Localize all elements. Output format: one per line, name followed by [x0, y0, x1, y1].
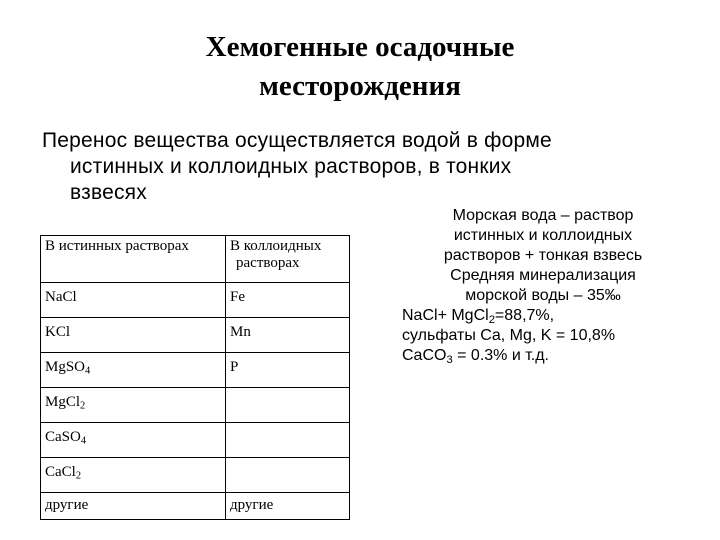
cell-subscript: 2 — [75, 470, 82, 482]
table-cell-colloidal: P — [226, 353, 350, 388]
note-line-2: истинных и коллоидных — [453, 227, 633, 244]
table-cell-colloidal: Mn — [226, 318, 350, 353]
header-colloidal-line-1: В коллоидных — [230, 238, 322, 254]
table-row — [41, 423, 350, 458]
cell-text: CaSO — [45, 429, 81, 445]
header-true-solutions: В истинных растворах — [41, 236, 226, 283]
note-line-4: Средняя минерализация — [450, 267, 636, 284]
cell-subscript: 2 — [80, 400, 86, 412]
intro-line-2: истинных и коллоидных растворов, в тонких — [70, 155, 512, 178]
table-row — [41, 388, 350, 423]
note-line-3: растворов + тонкая взвесь — [443, 247, 643, 264]
cell-subscript: 4 — [80, 435, 87, 447]
note-line-8 — [378, 346, 708, 366]
note-line-8-text: CaCO — [402, 347, 447, 364]
table-cell-colloidal — [226, 458, 350, 493]
intro-line-3: взвесях — [70, 181, 147, 204]
table-cell-true — [41, 283, 226, 318]
title-line-1: Хемогенные осадочные — [205, 31, 515, 63]
table-cell-true — [41, 353, 226, 388]
seawater-note — [378, 206, 708, 366]
note-line-6 — [378, 306, 708, 326]
table-row — [41, 458, 350, 493]
header-colloidal-line-2: растворах — [236, 255, 300, 271]
table-row — [41, 318, 350, 353]
note-line-5: морской воды – 35‰ — [465, 287, 621, 304]
cell-subscript: 4 — [85, 365, 91, 377]
table-cell-colloidal — [226, 423, 350, 458]
table-cell-colloidal — [226, 388, 350, 423]
cell-text: MgCl — [45, 394, 81, 410]
table-header-row — [41, 236, 350, 283]
note-line-7: сульфаты Ca, Mg, K = 10,8% — [402, 327, 616, 344]
solutions-table — [40, 235, 350, 520]
cell-text: MgSO — [45, 359, 86, 375]
table-cell-true — [41, 318, 226, 353]
header-colloidal-solutions — [226, 236, 350, 283]
cell-text: NaCl — [45, 289, 77, 305]
note-line-6-value: =88,7%, — [494, 307, 555, 324]
cell-text: KCl — [45, 324, 71, 340]
table-cell-true — [41, 493, 226, 520]
intro-line-1: Перенос вещества осуществляется водой в форме — [42, 129, 552, 152]
table-row — [41, 493, 350, 520]
note-line-1: Морская вода – раствор — [452, 207, 634, 224]
table-cell-true — [41, 388, 226, 423]
table-cell-true — [41, 423, 226, 458]
table-row — [41, 353, 350, 388]
cell-text: другие — [45, 497, 89, 513]
note-line-8-subscript: 3 — [446, 353, 453, 366]
note-line-8-value: = 0.3% и т.д. — [452, 347, 549, 364]
table-cell-colloidal: Fe — [226, 283, 350, 318]
note-line-6-subscript: 2 — [488, 313, 495, 326]
table-cell-colloidal: другие — [226, 493, 350, 520]
cell-text: CaCl — [45, 464, 76, 480]
table-cell-true — [41, 458, 226, 493]
intro-paragraph — [42, 128, 682, 206]
title-line-2: месторождения — [259, 70, 461, 102]
table-row — [41, 283, 350, 318]
note-line-6-text: NaCl+ MgCl — [402, 307, 489, 324]
slide-title — [120, 28, 600, 106]
